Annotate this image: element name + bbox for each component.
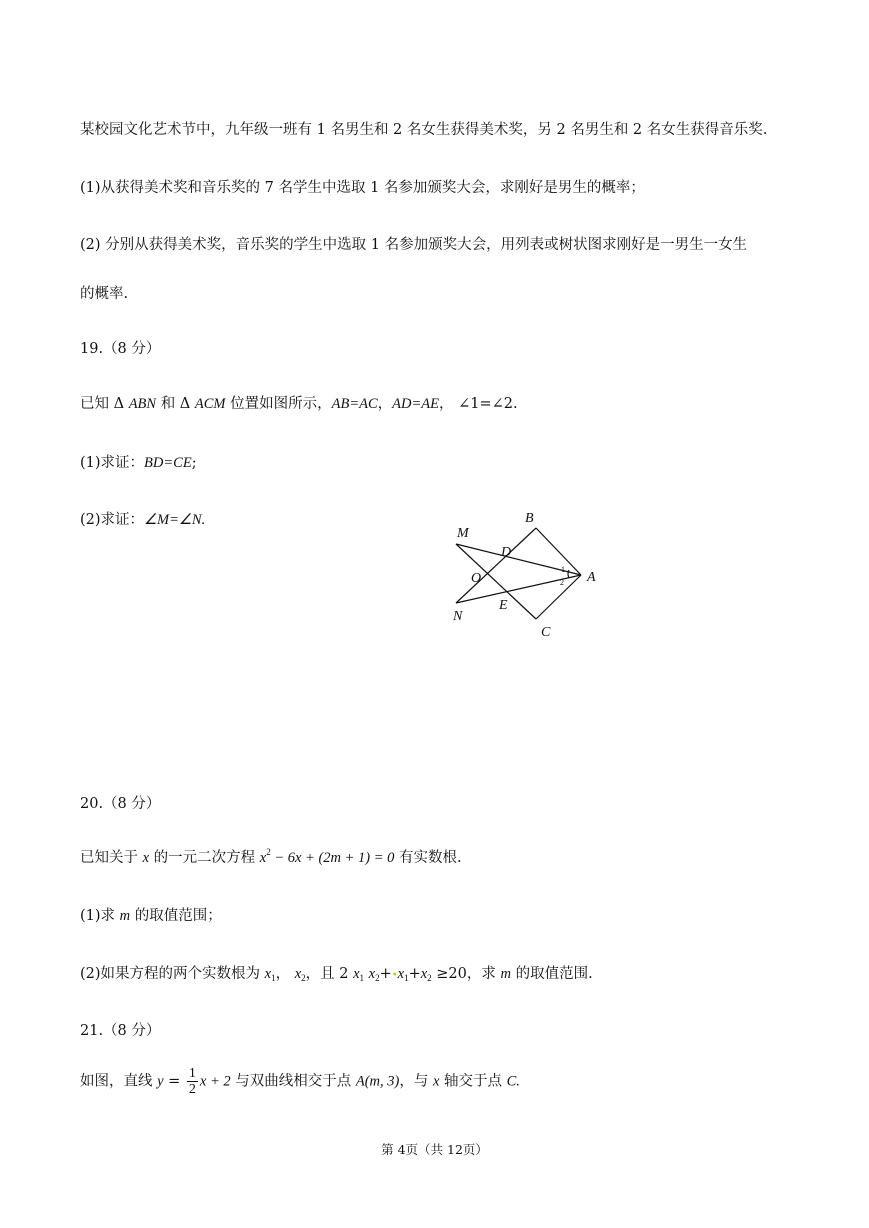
q20-part-1: (1)求 m 的取值范围； <box>80 908 222 924</box>
q19-heading: 19.（8 分） <box>80 341 161 357</box>
q20-statement: 已知关于 x 的一元二次方程 $x^2 - 6x + (2m + 1) = 0$ 有实数根. <box>80 847 462 866</box>
question-part-2-cont: 的概率. <box>80 286 129 302</box>
marker-dot-icon: • <box>391 970 398 981</box>
q19-statement: 已知 Δ ABN 和 Δ ACM 位置如图所示，AB=AC，AD=AE， ∠1=∠2. <box>80 396 518 412</box>
label-a: A <box>587 570 596 585</box>
angle-label-1: 1 <box>561 565 565 574</box>
label-m: M <box>457 526 469 541</box>
question-part-2: (2) 分别从获得美术奖，音乐奖的学生中选取 1 名参加颁奖大会，用列表或树状图求刚好是一男生一女生 <box>80 237 748 253</box>
q20-heading: 20.（8 分） <box>80 796 161 812</box>
label-c: C <box>541 625 551 640</box>
segment-cm <box>456 544 536 619</box>
label-o: O <box>471 571 482 586</box>
q20-part-2: (2)如果方程的两个实数根为 $x_1$， $x_2$，且 2 $x_1$ $x_2+•x_1+x_2 \ge 20$，求 m 的取值范围. <box>80 966 593 983</box>
label-e: E <box>499 598 508 613</box>
question-part-1: (1)从获得美术奖和音乐奖的 7 名学生中选取 1 名参加颁奖大会，求刚好是男生的概率； <box>80 180 645 196</box>
q19-part-2: (2)求证：∠M=∠N. <box>80 512 206 528</box>
label-b: B <box>525 511 534 526</box>
page-footer: 第 4页（共 12页） <box>381 1142 488 1157</box>
angle-label-2: 2 <box>560 578 564 587</box>
label-d: D <box>501 545 512 560</box>
fraction-one-half: $\frac{1}{2}$ <box>188 1066 196 1097</box>
q21-heading: 21.（8 分） <box>80 1023 161 1039</box>
angle-arc <box>568 570 569 578</box>
q21-statement: 如图，直线 y = $\frac{1}{2}$ x + 2 与双曲线相交于点 A(m, 3)，与 x 轴交于点 C. <box>80 1066 520 1097</box>
segment-ac <box>536 575 581 619</box>
q19-part-1: (1)求证：BD=CE; <box>80 455 197 471</box>
label-n: N <box>453 609 463 624</box>
intro-line: 某校园文化艺术节中，九年级一班有 1 名男生和 2 名女生获得美术奖，另 2 名男生和 2 名女生获得音乐奖. <box>80 122 768 138</box>
segment-ab <box>536 528 581 575</box>
geometry-figure <box>440 505 610 645</box>
